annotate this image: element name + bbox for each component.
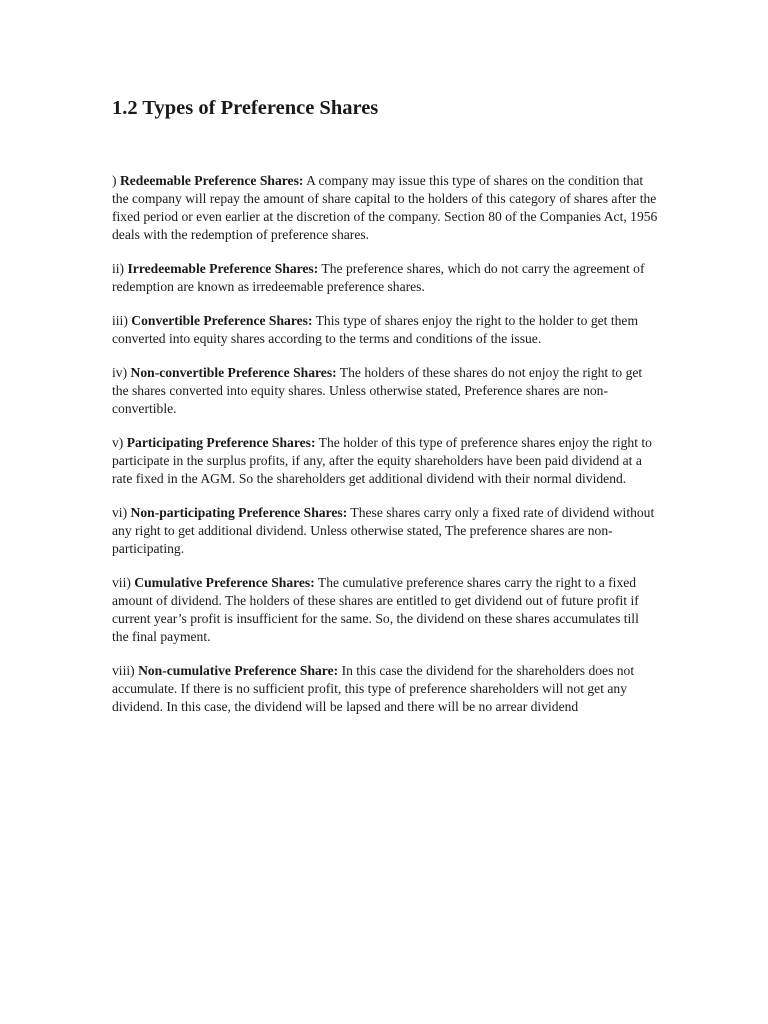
item-term: Non-cumulative Preference Share: xyxy=(138,663,339,678)
list-item-non-participating xyxy=(112,504,658,558)
item-number: ) xyxy=(112,173,117,188)
item-term: Convertible Preference Shares: xyxy=(131,313,313,328)
list-item-convertible xyxy=(112,312,658,348)
list-item-non-convertible xyxy=(112,364,658,418)
item-text: This type of shares enjoy the right to the holder to get them converted into equity shares according to the terms and conditions of the issue. xyxy=(112,313,639,346)
item-text: The holders of these shares do not enjoy the right to get the shares converted into equity shares. Unless otherwise stated, Preference shares are non-convertible. xyxy=(112,365,643,416)
item-number: viii) xyxy=(112,663,135,678)
item-term: Cumulative Preference Shares: xyxy=(134,575,315,590)
document-page xyxy=(112,92,658,732)
item-term: Non-participating Preference Shares: xyxy=(130,505,348,520)
list-item-participating xyxy=(112,434,658,488)
item-term: Participating Preference Shares: xyxy=(126,435,316,450)
item-text: The cumulative preference shares carry the right to a fixed amount of dividend. The holders of these shares are entitled to get dividend out of future profit if current year’s profit is insufficient for the same. So, the dividend on these shares accumulates till the final payment. xyxy=(112,575,639,644)
item-term: Redeemable Preference Shares: xyxy=(119,173,304,188)
item-number: iii) xyxy=(112,313,128,328)
item-text: In this case the dividend for the shareholders does not accumulate. If there is no sufficient profit, this type of preference shareholders will not get any dividend. In this case, the dividend will be lapsed and there will be no arrear dividend xyxy=(112,663,635,714)
page-title: 1.2 Types of Preference Shares xyxy=(112,97,379,119)
item-text: The preference shares, which do not carry the agreement of redemption are known as irredeemable preference shares. xyxy=(112,261,645,294)
item-term: Irredeemable Preference Shares: xyxy=(127,261,319,276)
list-item-redeemable xyxy=(112,172,658,244)
item-number: ii) xyxy=(112,261,125,276)
list-item-irredeemable xyxy=(112,260,658,296)
item-text: A company may issue this type of shares on the condition that the company will repay the amount of share capital to the holders of this category of shares after the fixed period or even earlier at the discretion of the company. Section 80 of the Companies Act, 1956 deals with the redemption of preference shares. xyxy=(112,173,658,242)
item-term: Non-convertible Preference Shares: xyxy=(130,365,337,380)
item-number: iv) xyxy=(112,365,128,380)
item-text: The holder of this type of preference shares enjoy the right to participate in the surplus profits, if any, after the equity shareholders have been paid dividend at a rate fixed in the AGM. So the shareholders get additional dividend with their normal dividend. xyxy=(112,435,652,486)
item-number: vii) xyxy=(112,575,131,590)
list-item-non-cumulative xyxy=(112,662,658,716)
item-text: These shares carry only a fixed rate of dividend without any right to get additional dividend. Unless otherwise stated, The preference shares are non-participating. xyxy=(112,505,655,556)
item-number: v) xyxy=(112,435,124,450)
item-number: vi) xyxy=(112,505,128,520)
list-item-cumulative xyxy=(112,574,658,646)
